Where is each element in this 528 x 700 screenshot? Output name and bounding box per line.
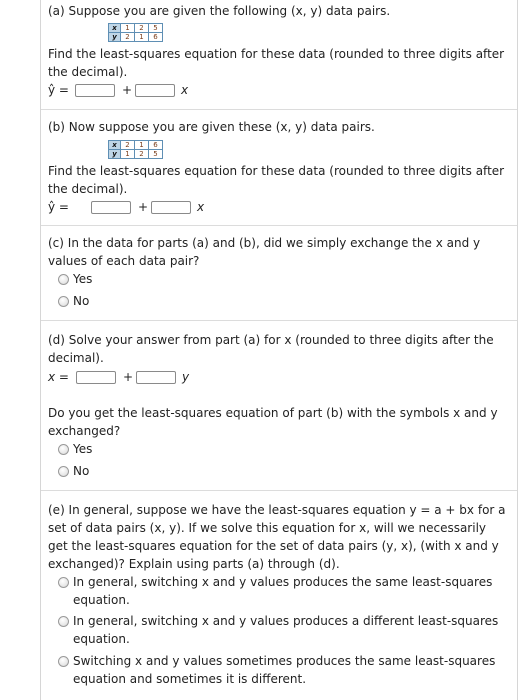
table-cell: 1 xyxy=(135,33,149,42)
radio-button[interactable] xyxy=(58,616,69,627)
table-y-header: y xyxy=(109,150,121,159)
part-b-equation xyxy=(48,199,248,215)
part-d-followup-line2: exchanged? xyxy=(48,424,121,438)
table-x-header: x xyxy=(109,141,121,150)
part-c-question-line1: (c) In the data for parts (a) and (b), did we simply exchange the x and y xyxy=(48,236,481,250)
table-cell: 2 xyxy=(121,33,135,42)
divider xyxy=(41,320,517,321)
part-b-slope-input[interactable] xyxy=(151,201,191,214)
variable-y: y xyxy=(182,370,190,384)
part-b-prompt-line1: Find the least-squares equation for these data (rounded to three digits after xyxy=(48,164,505,178)
table-y-header: y xyxy=(109,33,121,42)
plus-sign: + xyxy=(123,370,134,384)
option-label: No xyxy=(73,464,90,478)
part-b-heading: (b) Now suppose you are given these (x, y) data pairs. xyxy=(48,120,375,134)
option-label: Yes xyxy=(73,272,93,286)
part-d-slope-input[interactable] xyxy=(136,371,176,384)
variable-x: x xyxy=(197,200,205,214)
table-x-header: x xyxy=(109,24,121,33)
table-cell: 2 xyxy=(135,150,149,159)
option-label-line1: In general, switching x and y values produces a different least-squares xyxy=(73,614,499,628)
table-cell: 5 xyxy=(149,150,163,159)
part-d-question-line1: (d) Solve your answer from part (a) for x (rounded to three digits after the xyxy=(48,333,494,347)
table-cell: 1 xyxy=(121,24,135,33)
table-cell: 2 xyxy=(135,24,149,33)
table-cell: 1 xyxy=(121,150,135,159)
radio-button[interactable] xyxy=(58,274,69,285)
part-b-intercept-input[interactable] xyxy=(91,201,131,214)
part-d-followup-line1: Do you get the least-squares equation of part (b) with the symbols x and y xyxy=(48,406,498,420)
part-a-slope-input[interactable] xyxy=(135,84,175,97)
part-e-question-line2: set of data pairs (x, y). If we solve this equation for x, will we necessarily xyxy=(48,521,487,535)
part-b-data-table xyxy=(108,140,163,159)
part-a-prompt-line1: Find the least-squares equation for these data (rounded to three digits after xyxy=(48,47,505,61)
table-cell: 6 xyxy=(149,141,163,150)
table-cell: 2 xyxy=(121,141,135,150)
plus-sign: + xyxy=(138,200,149,214)
option-label-line2: equation. xyxy=(73,593,130,607)
divider xyxy=(41,109,517,110)
option-label-line1: Switching x and y values sometimes produces the same least-squares xyxy=(73,654,496,668)
part-e-question-line1: (e) In general, suppose we have the least-squares equation y = a + bx for a xyxy=(48,503,506,517)
part-d-intercept-input[interactable] xyxy=(76,371,116,384)
part-e-question-line4: exchanged)? Explain using parts (a) through (d). xyxy=(48,557,340,571)
y-hat-symbol: ŷ = xyxy=(48,200,69,214)
radio-button[interactable] xyxy=(58,296,69,307)
option-label: Yes xyxy=(73,442,93,456)
x-symbol: x = xyxy=(48,370,69,384)
table-cell: 6 xyxy=(149,33,163,42)
divider xyxy=(41,490,517,491)
y-hat-symbol: ŷ = xyxy=(48,83,69,97)
part-a-intercept-input[interactable] xyxy=(75,84,115,97)
option-label-line2: equation and sometimes it is different. xyxy=(73,672,307,686)
part-a-equation xyxy=(48,82,248,98)
part-d-equation xyxy=(48,369,248,385)
option-label: No xyxy=(73,294,90,308)
option-label-line1: In general, switching x and y values produces the same least-squares xyxy=(73,575,493,589)
part-a-prompt-line2: the decimal). xyxy=(48,65,128,79)
radio-button[interactable] xyxy=(58,444,69,455)
part-e-question-line3: get the least-squares equation for the set of data pairs (y, x), (with x and y xyxy=(48,539,499,553)
variable-x: x xyxy=(181,83,189,97)
table-cell: 1 xyxy=(135,141,149,150)
divider xyxy=(41,225,517,226)
radio-button[interactable] xyxy=(58,577,69,588)
radio-button[interactable] xyxy=(58,656,69,667)
part-d-question-line2: decimal). xyxy=(48,351,104,365)
option-label-line2: equation. xyxy=(73,632,130,646)
part-b-prompt-line2: the decimal). xyxy=(48,182,128,196)
part-a-heading: (a) Suppose you are given the following (x, y) data pairs. xyxy=(48,4,391,18)
part-c-question-line2: values of each data pair? xyxy=(48,254,200,268)
plus-sign: + xyxy=(122,83,133,97)
part-a-data-table xyxy=(108,23,163,42)
radio-button[interactable] xyxy=(58,466,69,477)
table-cell: 5 xyxy=(149,24,163,33)
